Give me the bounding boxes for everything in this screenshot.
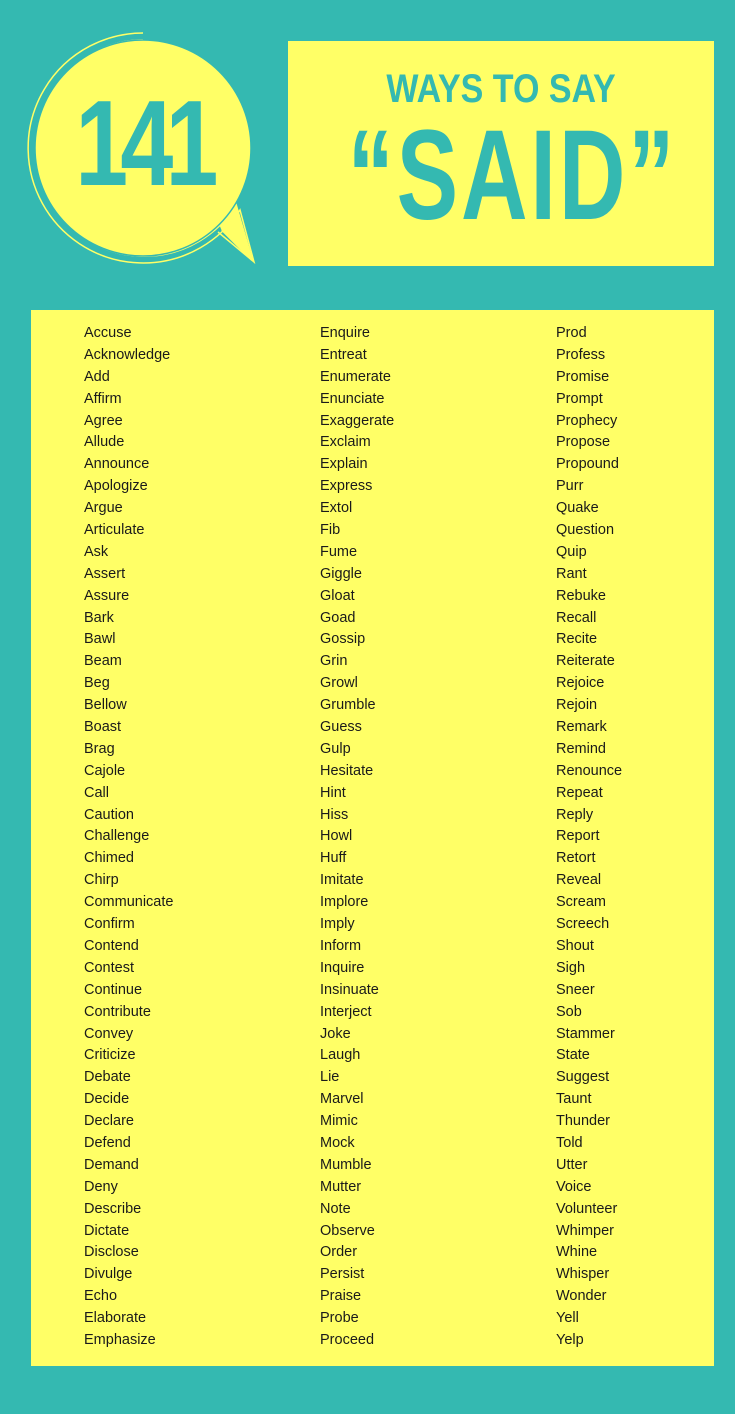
word-item: Contribute — [84, 1003, 151, 1020]
word-item: Announce — [84, 456, 150, 473]
word-item: Exaggerate — [320, 412, 395, 429]
word-item: Interject — [320, 1003, 372, 1020]
word-list-panel — [31, 310, 714, 1366]
word-item: Mimic — [320, 1113, 358, 1130]
word-item: Enquire — [320, 325, 370, 341]
word-item: Assert — [84, 565, 126, 582]
word-item: Remind — [556, 740, 606, 757]
word-item: State — [556, 1047, 590, 1064]
speech-bubble-badge — [0, 0, 280, 280]
badge-number: 141 — [75, 75, 211, 211]
word-item: Repeat — [556, 784, 603, 801]
word-item: Huff — [320, 850, 347, 867]
word-item: Promise — [556, 368, 610, 385]
word-column-3 — [556, 323, 622, 1352]
word-item: Boast — [84, 719, 122, 736]
word-item: Yell — [556, 1310, 579, 1327]
word-item: Decide — [84, 1091, 130, 1108]
word-item: Whisper — [556, 1266, 610, 1283]
word-item: Assure — [84, 587, 130, 604]
word-item: Enumerate — [320, 368, 391, 385]
word-item: Hint — [320, 784, 346, 801]
title-heading: “SAID” — [347, 104, 678, 247]
word-item: Divulge — [84, 1266, 133, 1283]
word-item: Propound — [556, 456, 619, 473]
word-item: Chimed — [84, 850, 134, 867]
word-item: Explain — [320, 456, 368, 473]
word-item: Caution — [84, 806, 134, 823]
word-item: Wonder — [556, 1288, 607, 1305]
word-item: Proceed — [320, 1331, 375, 1348]
word-item: Volunteer — [556, 1200, 618, 1217]
word-item: Observe — [320, 1222, 375, 1239]
word-item: Sob — [556, 1003, 582, 1020]
word-item: Suggest — [556, 1069, 610, 1086]
word-item: Lie — [320, 1069, 340, 1086]
word-column-2 — [320, 323, 394, 1352]
word-item: Articulate — [84, 522, 145, 539]
word-item: Sigh — [556, 959, 586, 976]
word-item: Renounce — [556, 762, 623, 779]
word-item: Bawl — [84, 631, 116, 648]
word-item: Mumble — [320, 1156, 372, 1173]
word-item: Emphasize — [84, 1331, 156, 1348]
word-item: Reveal — [556, 872, 602, 889]
word-item: Giggle — [320, 565, 362, 582]
word-item: Recite — [556, 631, 598, 648]
word-item: Inquire — [320, 959, 365, 976]
word-item: Howl — [320, 828, 353, 845]
word-item: Marvel — [320, 1091, 364, 1108]
word-item: Quip — [556, 543, 587, 560]
word-item: Debate — [84, 1069, 131, 1086]
word-item: Ask — [84, 543, 109, 560]
word-item: Profess — [556, 346, 606, 363]
word-item: Voice — [556, 1178, 592, 1195]
word-item: Retort — [556, 850, 596, 867]
word-item: Screech — [556, 916, 610, 933]
word-item: Defend — [84, 1134, 131, 1151]
word-item: Whimper — [556, 1222, 615, 1239]
word-item: Yelp — [556, 1331, 584, 1348]
word-item: Continue — [84, 981, 143, 998]
word-item: Brag — [84, 740, 115, 757]
word-item: Goad — [320, 609, 356, 626]
word-item: Quake — [556, 500, 599, 517]
word-item: Prompt — [556, 390, 603, 407]
word-item: Probe — [320, 1310, 359, 1327]
word-item: Contest — [84, 959, 134, 976]
word-item: Grin — [320, 653, 348, 670]
word-item: Dictate — [84, 1222, 130, 1239]
word-item: Praise — [320, 1288, 362, 1305]
word-item: Mock — [320, 1134, 355, 1151]
word-item: Confirm — [84, 916, 135, 933]
word-item: Criticize — [84, 1047, 136, 1064]
word-item: Imitate — [320, 872, 364, 889]
word-item: Rejoice — [556, 675, 605, 692]
word-item: Purr — [556, 478, 584, 495]
word-item: Told — [556, 1134, 583, 1151]
word-item: Sneer — [556, 981, 595, 998]
word-item: Rebuke — [556, 587, 606, 604]
word-item: Persist — [320, 1266, 365, 1283]
word-item: Challenge — [84, 828, 150, 845]
word-item: Convey — [84, 1025, 134, 1042]
word-item: Hesitate — [320, 762, 374, 779]
word-item: Scream — [556, 894, 606, 911]
word-item: Inform — [320, 937, 362, 954]
word-item: Accuse — [84, 325, 132, 341]
word-item: Fume — [320, 543, 358, 560]
word-item: Remark — [556, 719, 607, 736]
word-item: Whine — [556, 1244, 598, 1261]
word-item: Thunder — [556, 1113, 611, 1130]
word-item: Declare — [84, 1113, 134, 1130]
word-item: Describe — [84, 1200, 142, 1217]
word-item: Bellow — [84, 697, 127, 714]
word-column-1 — [84, 323, 173, 1352]
word-item: Prophecy — [556, 412, 618, 429]
word-item: Chirp — [84, 872, 119, 889]
word-item: Note — [320, 1200, 351, 1217]
title-subheading: WAYS TO SAY — [386, 67, 616, 111]
word-item: Joke — [320, 1025, 351, 1042]
word-item: Grumble — [320, 697, 376, 714]
word-item: Prod — [556, 325, 587, 341]
word-item: Rejoin — [556, 697, 598, 714]
word-item: Gulp — [320, 740, 351, 757]
word-item: Gossip — [320, 631, 366, 648]
word-item: Growl — [320, 675, 358, 692]
word-item: Shout — [556, 937, 594, 954]
word-item: Agree — [84, 412, 123, 429]
word-item: Entreat — [320, 346, 367, 363]
word-item: Bark — [84, 609, 114, 626]
word-item: Question — [556, 522, 615, 539]
word-item: Exclaim — [320, 434, 371, 451]
word-item: Insinuate — [320, 981, 379, 998]
word-item: Elaborate — [84, 1310, 147, 1327]
word-item: Beam — [84, 653, 122, 670]
word-item: Laugh — [320, 1047, 361, 1064]
word-item: Disclose — [84, 1244, 139, 1261]
word-item: Implore — [320, 894, 369, 911]
word-item: Order — [320, 1244, 358, 1261]
word-item: Express — [320, 478, 373, 495]
word-item: Taunt — [556, 1091, 592, 1108]
word-item: Add — [84, 368, 110, 385]
word-item: Report — [556, 828, 600, 845]
word-item: Propose — [556, 434, 611, 451]
title-box — [288, 41, 714, 266]
word-item: Stammer — [556, 1025, 615, 1042]
word-item: Cajole — [84, 762, 126, 779]
word-item: Demand — [84, 1156, 139, 1173]
word-item: Extol — [320, 500, 353, 517]
word-item: Argue — [84, 500, 123, 517]
word-item: Echo — [84, 1288, 118, 1305]
word-item: Communicate — [84, 894, 174, 911]
word-item: Deny — [84, 1178, 118, 1195]
word-item: Affirm — [84, 390, 122, 407]
word-item: Mutter — [320, 1178, 362, 1195]
word-item: Guess — [320, 719, 362, 736]
word-item: Reply — [556, 806, 594, 823]
word-item: Reiterate — [556, 653, 615, 670]
word-item: Gloat — [320, 587, 355, 604]
word-item: Hiss — [320, 806, 349, 823]
word-item: Rant — [556, 565, 587, 582]
word-item: Utter — [556, 1156, 588, 1173]
word-item: Allude — [84, 434, 125, 451]
word-item: Imply — [320, 916, 355, 933]
word-item: Apologize — [84, 478, 148, 495]
word-item: Fib — [320, 522, 341, 539]
word-item: Contend — [84, 937, 139, 954]
word-item: Call — [84, 784, 109, 801]
word-item: Acknowledge — [84, 346, 171, 363]
word-item: Beg — [84, 675, 110, 692]
word-item: Recall — [556, 609, 597, 626]
word-item: Enunciate — [320, 390, 385, 407]
